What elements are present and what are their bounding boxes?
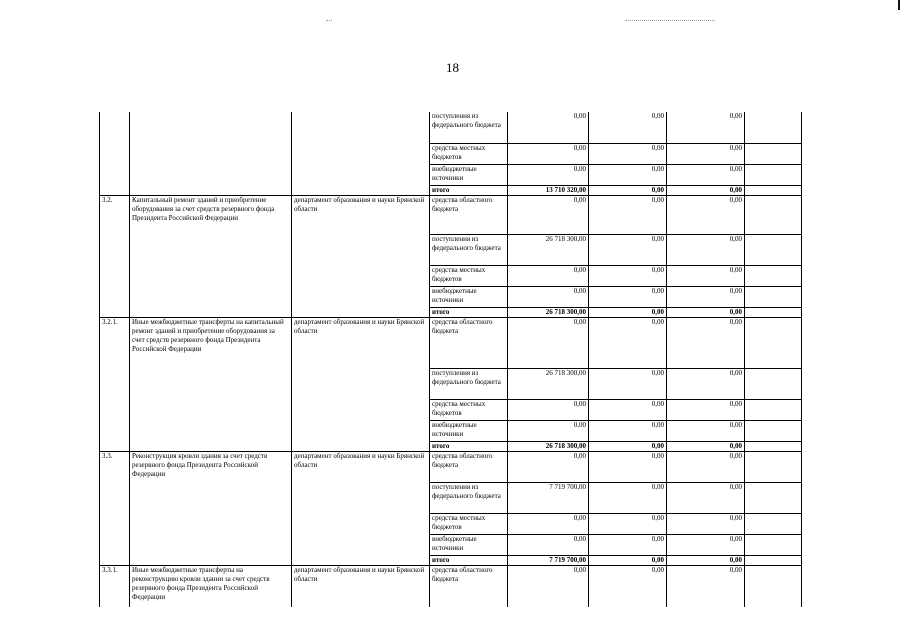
funding-source: поступления из федерального бюджета [430, 482, 508, 513]
funding-source: внебюджетные источники [430, 534, 508, 555]
amount-cell: 0,00 [667, 513, 745, 534]
total-label: итого [430, 185, 508, 195]
amount-cell: 0,00 [589, 265, 667, 286]
total-amount: 26 718 300,00 [508, 307, 589, 317]
empty-cell [745, 451, 802, 482]
empty-cell [745, 513, 802, 534]
event-name: Капитальный ремонт зданий и приобретение оборудования за счет средств резервного фонда Президента Российской Федерации [130, 195, 292, 317]
row-number: 3.2. [100, 195, 130, 317]
amount-cell: 0,00 [589, 399, 667, 420]
amount-cell: 0,00 [508, 513, 589, 534]
funding-source: средства областного бюджета [430, 317, 508, 368]
funding-source: средства местных бюджетов [430, 265, 508, 286]
amount-cell: 0,00 [508, 265, 589, 286]
table-row [100, 451, 802, 482]
empty-cell [745, 286, 802, 307]
amount-cell: 0,00 [589, 195, 667, 234]
amount-cell: 0,00 [667, 286, 745, 307]
total-amount: 0,00 [589, 185, 667, 195]
funding-source: внебюджетные источники [430, 286, 508, 307]
funding-source: поступления из федерального бюджета [430, 234, 508, 265]
total-amount: 0,00 [667, 441, 745, 451]
table-row [100, 195, 802, 234]
total-amount: 0,00 [667, 307, 745, 317]
empty-cell [745, 195, 802, 234]
event-name-cell [130, 112, 292, 195]
total-label: итого [430, 441, 508, 451]
funding-source: средства местных бюджетов [430, 143, 508, 164]
total-label: итого [430, 555, 508, 565]
amount-cell: 0,00 [667, 265, 745, 286]
empty-cell [745, 234, 802, 265]
amount-cell: 0,00 [667, 317, 745, 368]
empty-cell [745, 399, 802, 420]
empty-cell [745, 482, 802, 513]
executor: департамент образования и науки Брянской области [292, 565, 430, 607]
empty-cell [745, 317, 802, 368]
executor: департамент образования и науки Брянской области [292, 195, 430, 317]
funding-source: внебюджетные источники [430, 420, 508, 441]
total-amount: 0,00 [667, 555, 745, 565]
total-amount: 7 719 700,00 [508, 555, 589, 565]
empty-cell [745, 164, 802, 185]
amount-cell: 0,00 [589, 164, 667, 185]
amount-cell: 0,00 [667, 482, 745, 513]
funding-source: средства местных бюджетов [430, 399, 508, 420]
table-row [100, 565, 802, 607]
amount-cell: 0,00 [589, 368, 667, 399]
row-number-cell [100, 112, 130, 195]
empty-cell [745, 534, 802, 555]
amount-cell: 0,00 [508, 534, 589, 555]
amount-cell: 0,00 [508, 112, 589, 143]
funding-source: средства областного бюджета [430, 451, 508, 482]
amount-cell: 26 718 300,00 [508, 234, 589, 265]
empty-cell [745, 265, 802, 286]
total-amount: 13 710 320,00 [508, 185, 589, 195]
amount-cell: 0,00 [508, 399, 589, 420]
amount-cell: 0,00 [667, 565, 745, 607]
amount-cell: 0,00 [589, 534, 667, 555]
amount-cell: 0,00 [667, 399, 745, 420]
funding-source: поступления из федерального бюджета [430, 112, 508, 143]
total-amount: 0,00 [589, 555, 667, 565]
empty-cell [745, 143, 802, 164]
amount-cell: 0,00 [508, 164, 589, 185]
amount-cell: 7 719 700,00 [508, 482, 589, 513]
amount-cell: 0,00 [589, 482, 667, 513]
empty-cell [745, 441, 802, 451]
amount-cell: 0,00 [589, 565, 667, 607]
table-row [100, 112, 802, 143]
event-name: Иные межбюджетные трансферты на реконструкцию кровли здании за счет средств резервного фонда Президента Российской Федерации [130, 565, 292, 607]
amount-cell: 0,00 [508, 317, 589, 368]
amount-cell: 0,00 [589, 420, 667, 441]
amount-cell: 0,00 [667, 195, 745, 234]
page-edge-mark [898, 0, 900, 10]
amount-cell: 0,00 [589, 112, 667, 143]
budget-table [99, 112, 802, 607]
amount-cell: 0,00 [508, 565, 589, 607]
executor-cell [292, 112, 430, 195]
funding-source: поступления из федерального бюджета [430, 368, 508, 399]
row-number: 3.3. [100, 451, 130, 565]
amount-cell: 0,00 [508, 286, 589, 307]
total-amount: 0,00 [667, 185, 745, 195]
scan-dash [326, 20, 332, 21]
amount-cell: 0,00 [589, 513, 667, 534]
funding-source: средства областного бюджета [430, 195, 508, 234]
event-name: Иные межбюджетные трансферты на капитальный ремонт зданий и приобретение оборудования за счет средств резервного фонда Президента Российской Федерации [130, 317, 292, 451]
funding-source: средства областного бюджета [430, 565, 508, 607]
amount-cell: 0,00 [667, 368, 745, 399]
amount-cell: 0,00 [667, 164, 745, 185]
amount-cell: 0,00 [589, 317, 667, 368]
amount-cell: 0,00 [589, 143, 667, 164]
amount-cell: 26 718 300,00 [508, 368, 589, 399]
amount-cell: 0,00 [508, 143, 589, 164]
total-amount: 26 718 300,00 [508, 441, 589, 451]
funding-source: внебюджетные источники [430, 164, 508, 185]
amount-cell: 0,00 [667, 451, 745, 482]
amount-cell: 0,00 [667, 534, 745, 555]
amount-cell: 0,00 [667, 420, 745, 441]
event-name: Реконструкция кровли здания за счет средств резервного фонда Президента Российской Федерации [130, 451, 292, 565]
executor: департамент образования и науки Брянской области [292, 451, 430, 565]
amount-cell: 0,00 [667, 143, 745, 164]
table-row [100, 317, 802, 368]
empty-cell [745, 420, 802, 441]
amount-cell: 0,00 [508, 451, 589, 482]
total-amount: 0,00 [589, 307, 667, 317]
funding-source: средства местных бюджетов [430, 513, 508, 534]
amount-cell: 0,00 [589, 234, 667, 265]
amount-cell: 0,00 [667, 112, 745, 143]
row-number: 3.3.1. [100, 565, 130, 607]
total-amount: 0,00 [589, 441, 667, 451]
executor: департамент образования и науки Брянской области [292, 317, 430, 451]
amount-cell: 0,00 [589, 286, 667, 307]
amount-cell: 0,00 [589, 451, 667, 482]
empty-cell [745, 555, 802, 565]
amount-cell: 0,00 [508, 420, 589, 441]
amount-cell: 0,00 [667, 234, 745, 265]
total-label: итого [430, 307, 508, 317]
empty-cell [745, 565, 802, 607]
empty-cell [745, 185, 802, 195]
amount-cell: 0,00 [508, 195, 589, 234]
page-number: 18 [446, 60, 459, 75]
row-number: 3.2.1. [100, 317, 130, 451]
empty-cell [745, 368, 802, 399]
scan-dash [625, 20, 715, 21]
empty-cell [745, 307, 802, 317]
empty-cell [745, 112, 802, 143]
